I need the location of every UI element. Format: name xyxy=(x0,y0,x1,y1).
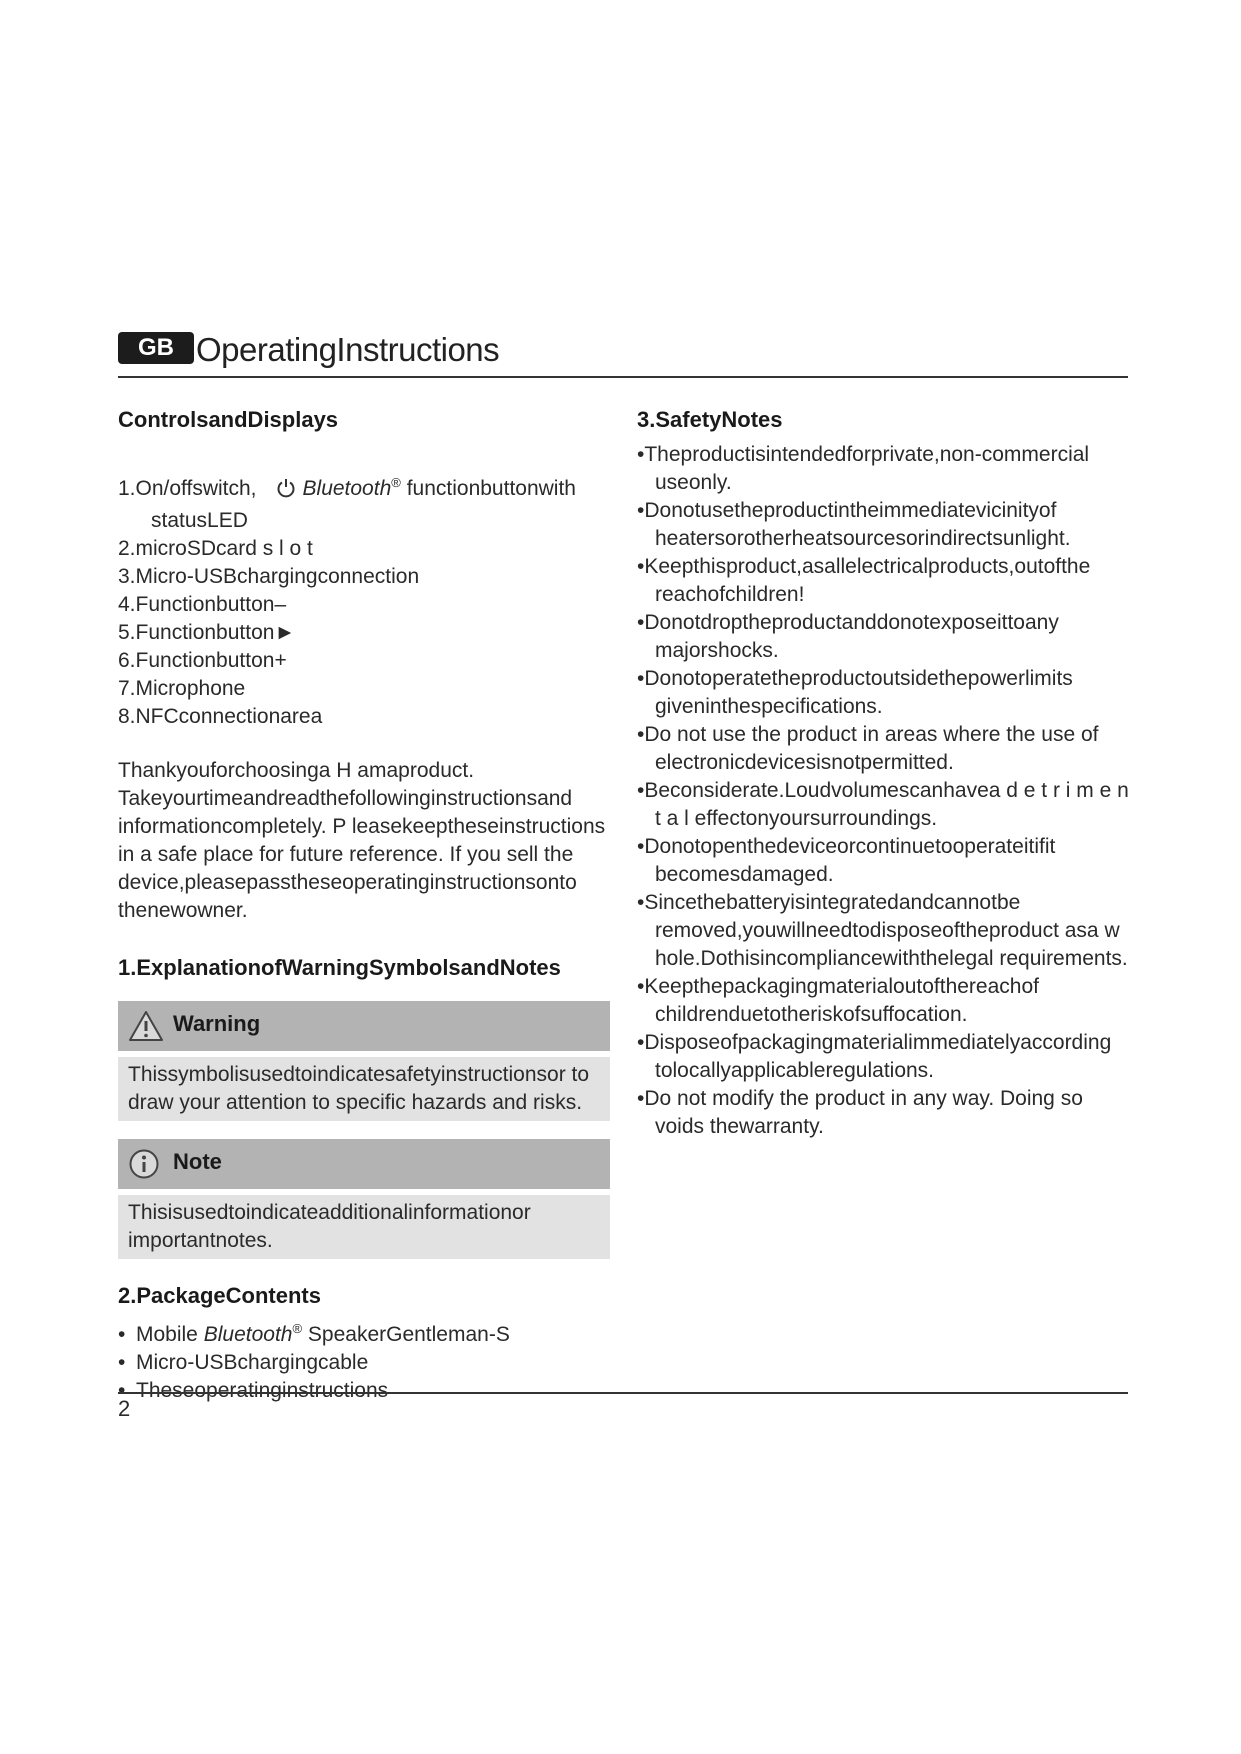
note-label: Note xyxy=(173,1149,222,1174)
list-item: • Mobile Bluetooth® SpeakerGentleman-S xyxy=(118,1321,510,1346)
list-item: •Theproductisintendedforprivate,non-commercial useonly. xyxy=(637,443,1090,494)
power-icon xyxy=(275,477,297,507)
list-item: 1.On/offswitch, Bluetooth® functionbuttonwith xyxy=(118,469,610,507)
list-item: •Sincethebatteryisintegratedandcannotbe removed,youwillneedtodisposeoftheproduct asa w hole.Dothisincompliancewiththelegal requirements. xyxy=(637,891,1128,970)
section1-heading: 1.ExplanationofWarningSymbolsandNotes xyxy=(118,955,561,980)
safety-notes-list xyxy=(637,441,1137,1141)
note-header xyxy=(118,1139,610,1189)
warning-label: Warning xyxy=(173,1011,261,1036)
list-item: •Donotopenthedeviceorcontinuetooperateitifit becomesdamaged. xyxy=(637,835,1056,886)
section2-heading: 2.PackageContents xyxy=(118,1283,321,1308)
list-item: 2.microSDcard s l o t xyxy=(118,537,313,560)
list-item: •Donotdroptheproductanddonotexposeittoany majorshocks. xyxy=(637,611,1059,662)
page-header xyxy=(118,330,1128,378)
list-item: •Do not use the product in areas where the use of electronicdevicesisnotpermitted. xyxy=(637,723,1099,774)
list-item: • Micro-USBchargingcable xyxy=(118,1351,369,1374)
list-item: •Beconsiderate.Loudvolumescanhavea d e t r i m e n t a l effectonyoursurroundings. xyxy=(637,779,1129,830)
list-item: •Donotoperatetheproductoutsidethepowerlimits giveninthespecifications. xyxy=(637,667,1073,718)
list-item: • Theseoperatinginstructions xyxy=(118,1379,389,1402)
list-item: 5.Functionbutton► xyxy=(118,621,296,644)
warning-box xyxy=(118,1001,610,1121)
list-item: statusLED xyxy=(151,509,248,532)
intro-paragraph: Thankyouforchoosinga H amaproduct. Takeyourtimeandreadthefollowinginstructionsand informationcompletely. P leasekeeptheseinstructions in a safe place for future reference. If you sell the device,pleasepasstheseoperatinginstructionsonto thenewowner. xyxy=(118,759,606,922)
list-item: 8.NFCconnectionarea xyxy=(118,705,323,728)
warning-triangle-icon xyxy=(128,1010,164,1047)
list-item: 7.Microphone xyxy=(118,677,246,700)
info-circle-icon xyxy=(128,1148,160,1185)
list-item: •Do not modify the product in any way. Doing so voids thewarranty. xyxy=(637,1087,1083,1138)
page-number: 2 xyxy=(118,1396,131,1421)
controls-list xyxy=(118,469,610,731)
left-column xyxy=(118,405,610,1405)
language-badge: GB xyxy=(118,332,194,364)
warning-text: Thissymbolisusedtoindicatesafetyinstructionsor to draw your attention to specific hazards and risks. xyxy=(118,1057,610,1121)
right-column xyxy=(637,405,1137,1141)
list-item: •Donotusetheproductintheimmediatevicinityof heatersorotherheatsourcesorindirectsunlight. xyxy=(637,499,1071,550)
list-item: 4.Functionbutton– xyxy=(118,593,287,616)
warning-header xyxy=(118,1001,610,1051)
list-item: 3.Micro-USBchargingconnection xyxy=(118,565,420,588)
controls-heading: ControlsandDisplays xyxy=(118,407,339,432)
page-footer xyxy=(118,1392,1128,1421)
note-box xyxy=(118,1139,610,1259)
list-item: •Disposeofpackagingmaterialimmediatelyaccording tolocallyapplicableregulations. xyxy=(637,1031,1112,1082)
page-title: OperatingInstructions xyxy=(196,331,500,368)
list-item: •Keepthepackagingmaterialoutofthereachof childrenduetotheriskofsuffocation. xyxy=(637,975,1039,1026)
list-item: 6.Functionbutton+ xyxy=(118,649,287,672)
note-text: Thisisusedtoindicateadditionalinformationor importantnotes. xyxy=(118,1195,610,1259)
list-item: •Keepthisproduct,asallelectricalproducts,outofthe reachofchildren! xyxy=(637,555,1091,606)
section3-heading: 3.SafetyNotes xyxy=(637,407,783,432)
